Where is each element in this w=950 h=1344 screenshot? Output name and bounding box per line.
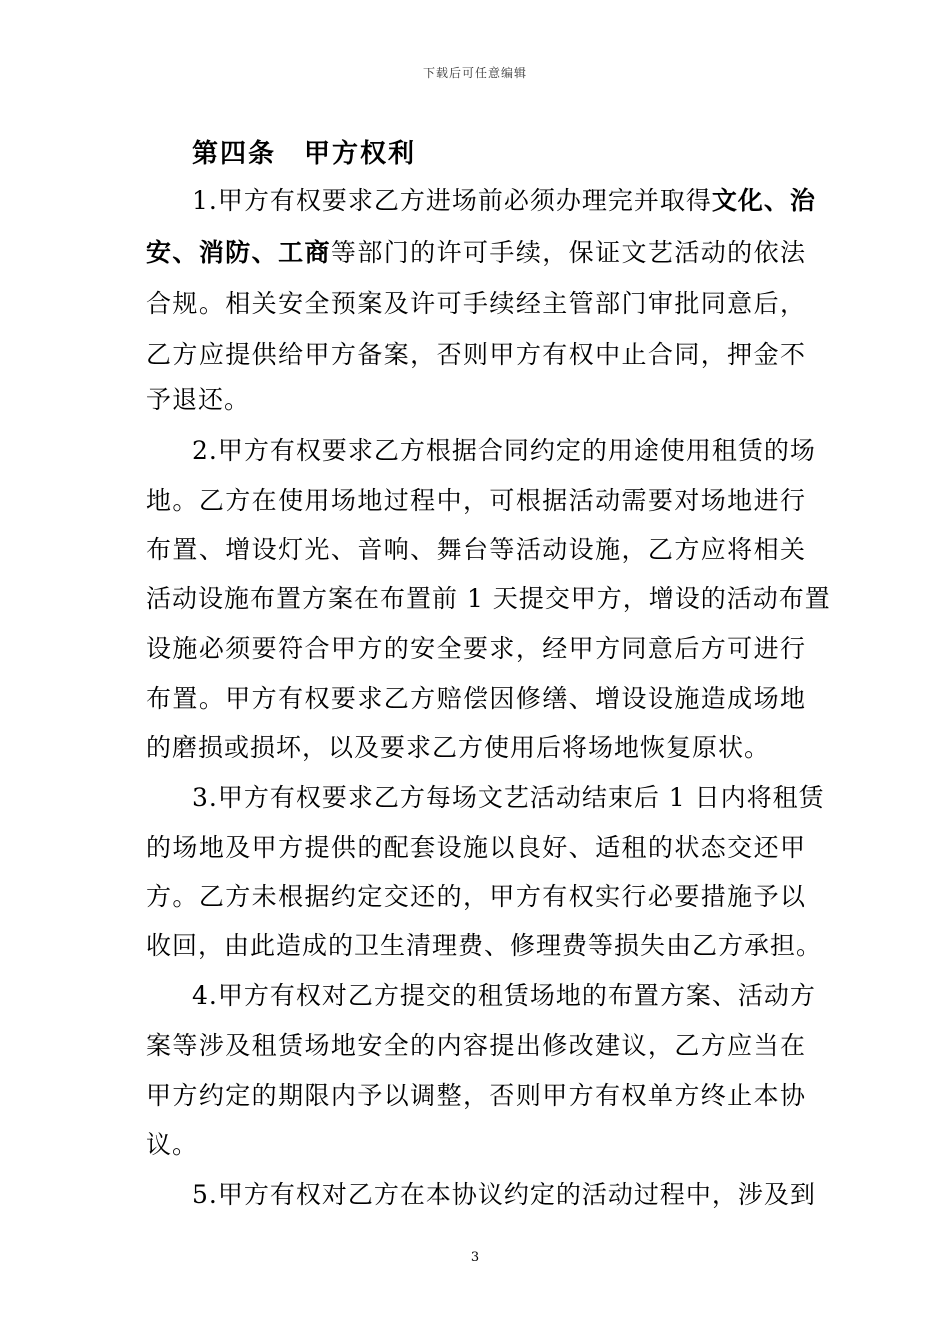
paragraph-2-line-2: 地。乙方在使用场地过程中，可根据活动需要对场地进行 [146,486,806,515]
paragraph-4-line-2: 案等涉及租赁场地安全的内容提出修改建议，乙方应当在 [146,1031,806,1060]
paragraph-1-line-2 [146,238,806,268]
paragraph-4-line-4: 议。 [146,1130,199,1159]
paragraph-1-text: 等部门的许可手续，保证文艺活动的依法 [330,238,806,267]
paragraph-2-line-4: 活动设施布置方案在布置前 1 天提交甲方，增设的活动布置 [146,584,831,613]
paragraph-2-line-5: 设施必须要符合甲方的安全要求，经甲方同意后方可进行 [146,634,806,663]
paragraph-1-line-5: 予退还。 [146,385,251,414]
paragraph-3-line-4: 收回，由此造成的卫生清理费、修理费等损失由乙方承担。 [146,931,823,960]
header-note: 下载后可任意编辑 [422,66,527,80]
paragraph-1-line-3: 合规。相关安全预案及许可手续经主管部门审批同意后， [146,289,806,318]
paragraph-1-bold-text: 安、消防、工商 [146,238,331,267]
paragraph-2-line-3: 布置、增设灯光、音响、舞台等活动设施，乙方应将相关 [146,535,806,564]
paragraph-1-text: 1.甲方有权要求乙方进场前必须办理完并取得 [192,186,712,215]
paragraph-4-line-1: 4.甲方有权对乙方提交的租赁场地的布置方案、活动方 [192,981,816,1010]
paragraph-5-line-1: 5.甲方有权对乙方在本协议约定的活动过程中，涉及到 [192,1180,816,1209]
paragraph-1-bold-text: 文化、治 [711,186,816,215]
paragraph-3-line-1: 3.甲方有权要求乙方每场文艺活动结束后 1 日内将租赁 [192,783,825,812]
paragraph-4-line-3: 甲方约定的期限内予以调整，否则甲方有权单方终止本协 [146,1081,806,1110]
paragraph-1-line-4: 乙方应提供给甲方备案，否则甲方有权中止合同，押金不 [146,340,806,369]
article-title: 第四条 甲方权利 [192,139,417,169]
paragraph-2-line-7: 的磨损或损坏，以及要求乙方使用后将场地恢复原状。 [146,733,771,762]
paragraph-3-line-2: 的场地及甲方提供的配套设施以良好、适租的状态交还甲 [146,833,806,862]
paragraph-1-line-1 [192,186,816,216]
page-number: 3 [470,1250,480,1265]
paragraph-2-line-6: 布置。甲方有权要求乙方赔偿因修缮、增设设施造成场地 [146,684,806,713]
paragraph-2-line-1: 2.甲方有权要求乙方根据合同约定的用途使用租赁的场 [192,436,816,465]
paragraph-3-line-3: 方。乙方未根据约定交还的，甲方有权实行必要措施予以 [146,882,806,911]
